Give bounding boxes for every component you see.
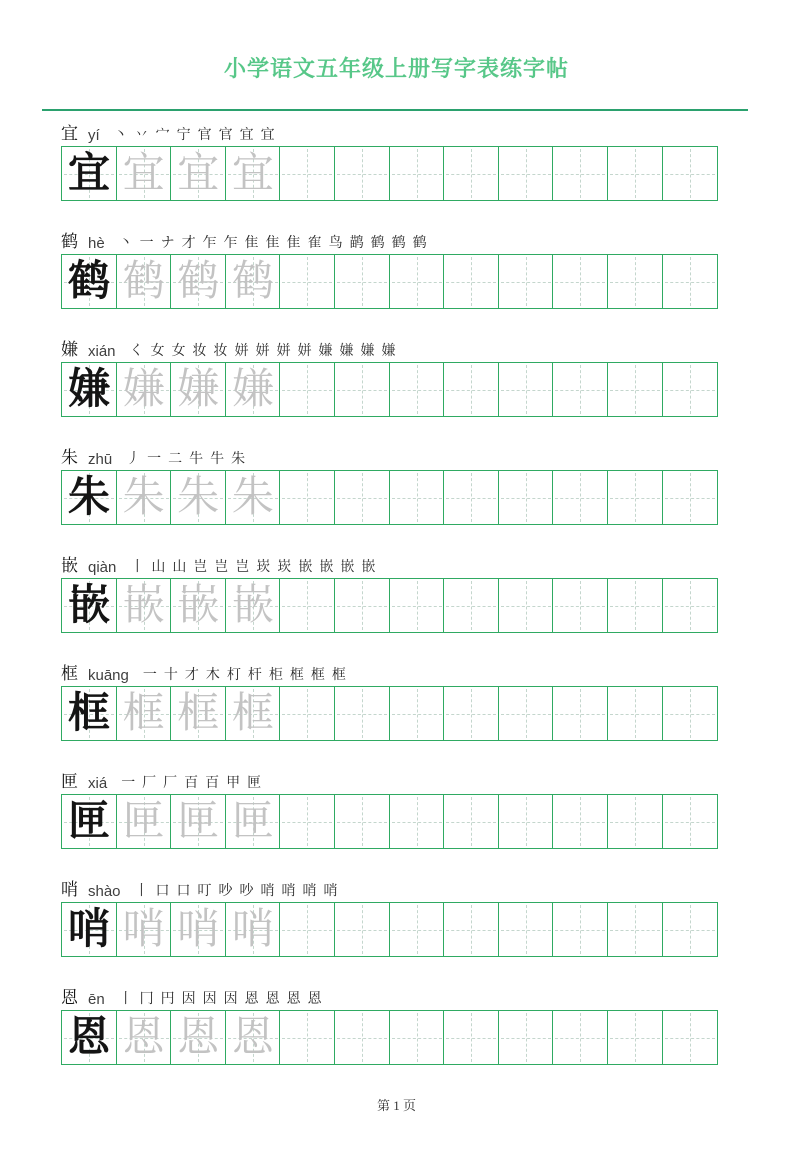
practice-grid: [61, 578, 719, 633]
grid-cell: [225, 146, 281, 201]
practice-row: [61, 442, 719, 525]
practice-row: [61, 118, 719, 201]
grid-cell: [443, 362, 499, 417]
grid-cell: [389, 362, 445, 417]
grid-cell: [607, 146, 663, 201]
page-title: 小学语文五年级上册写字表练字帖: [223, 56, 569, 81]
grid-cell: [443, 578, 499, 633]
trace-character: 嫌: [177, 366, 220, 413]
model-character: 匣: [68, 798, 111, 845]
practice-row: [61, 658, 719, 741]
grid-cell: [61, 254, 117, 309]
practice-grid: [61, 686, 719, 741]
grid-cell: [170, 1010, 226, 1065]
grid-cell: [552, 254, 608, 309]
grid-cell: [279, 902, 335, 957]
grid-cell: [334, 1010, 390, 1065]
row-character: 鹤: [61, 232, 78, 251]
model-character: 恩: [68, 1014, 111, 1061]
grid-cell: [662, 794, 718, 849]
grid-cell: [443, 470, 499, 525]
grid-cell: [61, 1010, 117, 1065]
row-header: [61, 766, 719, 794]
row-pinyin: xiá: [88, 775, 108, 792]
row-stroke-order: 丨冂円因因因恩恩恩恩: [118, 992, 329, 1007]
grid-cell: [389, 578, 445, 633]
grid-cell: [389, 146, 445, 201]
trace-character: 朱: [231, 474, 274, 521]
grid-cell: [498, 470, 554, 525]
grid-cell: [116, 794, 172, 849]
model-character: 嵌: [68, 582, 111, 629]
grid-cell: [225, 578, 281, 633]
model-character: 朱: [68, 474, 111, 521]
grid-cell: [170, 578, 226, 633]
row-pinyin: shào: [88, 883, 121, 900]
practice-row: [61, 982, 719, 1065]
practice-row: [61, 334, 719, 417]
model-character: 框: [68, 690, 111, 737]
grid-cell: [334, 470, 390, 525]
row-stroke-order: 丶一ナ才乍乍隹隹隹隺鸟鹋鹤鹤鹤: [118, 236, 434, 251]
grid-cell: [279, 146, 335, 201]
trace-character: 框: [177, 690, 220, 737]
trace-character: 哨: [177, 906, 220, 953]
row-character: 框: [61, 664, 78, 683]
row-character: 宜: [61, 124, 78, 143]
grid-cell: [443, 686, 499, 741]
grid-cell: [116, 254, 172, 309]
row-header: [61, 874, 719, 902]
page-footer: 第 1 页: [376, 1098, 416, 1113]
practice-grid: [61, 794, 719, 849]
grid-cell: [552, 686, 608, 741]
trace-character: 嵌: [177, 582, 220, 629]
grid-cell: [61, 578, 117, 633]
grid-cell: [225, 1010, 281, 1065]
grid-cell: [498, 146, 554, 201]
grid-cell: [170, 686, 226, 741]
grid-cell: [389, 686, 445, 741]
trace-character: 恩: [122, 1014, 165, 1061]
grid-cell: [498, 362, 554, 417]
row-character: 嫌: [61, 340, 78, 359]
row-pinyin: ēn: [88, 991, 105, 1008]
trace-character: 恩: [177, 1014, 220, 1061]
grid-cell: [334, 794, 390, 849]
grid-cell: [607, 1010, 663, 1065]
grid-cell: [662, 362, 718, 417]
trace-character: 匣: [231, 798, 274, 845]
grid-cell: [498, 686, 554, 741]
grid-cell: [116, 578, 172, 633]
practice-grid: [61, 1010, 719, 1065]
row-stroke-order: く女女妆妆姘姘姘姘嫌嫌嫌嫌: [129, 344, 403, 359]
model-character: 鹤: [68, 258, 111, 305]
model-character: 宜: [68, 150, 111, 197]
trace-character: 朱: [177, 474, 220, 521]
grid-cell: [116, 902, 172, 957]
row-stroke-order: 丶丷宀宁官官宜宜: [113, 128, 282, 143]
row-pinyin: hè: [88, 235, 105, 252]
trace-character: 鹤: [231, 258, 274, 305]
grid-cell: [279, 470, 335, 525]
trace-character: 哨: [122, 906, 165, 953]
trace-character: 嵌: [231, 582, 274, 629]
trace-character: 宜: [177, 150, 220, 197]
trace-character: 朱: [122, 474, 165, 521]
trace-character: 恩: [231, 1014, 274, 1061]
practice-row: [61, 874, 719, 957]
trace-character: 宜: [122, 150, 165, 197]
grid-cell: [552, 794, 608, 849]
grid-cell: [61, 686, 117, 741]
grid-cell: [498, 794, 554, 849]
trace-character: 哨: [231, 906, 274, 953]
practice-grid: [61, 362, 719, 417]
practice-rows: [61, 118, 719, 1065]
grid-cell: [334, 146, 390, 201]
grid-cell: [607, 470, 663, 525]
row-character: 恩: [61, 988, 78, 1007]
grid-cell: [443, 1010, 499, 1065]
trace-character: 嫌: [231, 366, 274, 413]
trace-character: 嫌: [122, 366, 165, 413]
row-character: 匣: [61, 772, 78, 791]
grid-cell: [443, 902, 499, 957]
grid-cell: [498, 902, 554, 957]
grid-cell: [279, 254, 335, 309]
grid-cell: [61, 794, 117, 849]
practice-grid: [61, 902, 719, 957]
grid-cell: [170, 794, 226, 849]
grid-cell: [279, 578, 335, 633]
grid-cell: [443, 794, 499, 849]
grid-cell: [61, 902, 117, 957]
row-character: 嵌: [61, 556, 78, 575]
grid-cell: [279, 1010, 335, 1065]
grid-cell: [61, 470, 117, 525]
grid-cell: [61, 146, 117, 201]
grid-cell: [225, 686, 281, 741]
practice-grid: [61, 146, 719, 201]
grid-cell: [607, 686, 663, 741]
grid-cell: [279, 794, 335, 849]
grid-cell: [498, 1010, 554, 1065]
grid-cell: [225, 362, 281, 417]
grid-cell: [170, 902, 226, 957]
grid-cell: [116, 362, 172, 417]
grid-cell: [552, 1010, 608, 1065]
model-character: 嫌: [68, 366, 111, 413]
row-pinyin: yí: [88, 127, 100, 144]
grid-cell: [116, 146, 172, 201]
row-header: [61, 226, 719, 254]
row-header: [61, 334, 719, 362]
model-character: 哨: [68, 906, 111, 953]
practice-row: [61, 766, 719, 849]
grid-cell: [225, 254, 281, 309]
grid-cell: [334, 254, 390, 309]
row-stroke-order: 一十才木朾杆柜框框框: [142, 668, 353, 683]
grid-cell: [116, 686, 172, 741]
grid-cell: [662, 254, 718, 309]
practice-grid: [61, 470, 719, 525]
grid-cell: [498, 254, 554, 309]
trace-character: 宜: [231, 150, 274, 197]
grid-cell: [552, 470, 608, 525]
row-stroke-order: 一厂厂百百甲匣: [121, 776, 269, 791]
grid-cell: [334, 686, 390, 741]
grid-cell: [662, 146, 718, 201]
grid-cell: [334, 362, 390, 417]
row-pinyin: kuāng: [88, 667, 129, 684]
grid-cell: [662, 470, 718, 525]
grid-cell: [389, 470, 445, 525]
grid-cell: [552, 902, 608, 957]
grid-cell: [225, 902, 281, 957]
practice-grid: [61, 254, 719, 309]
row-header: [61, 118, 719, 146]
row-header: [61, 658, 719, 686]
grid-cell: [389, 254, 445, 309]
row-character: 哨: [61, 880, 78, 899]
grid-cell: [607, 794, 663, 849]
grid-cell: [552, 578, 608, 633]
row-character: 朱: [61, 448, 78, 467]
grid-cell: [116, 1010, 172, 1065]
grid-cell: [61, 362, 117, 417]
grid-cell: [552, 362, 608, 417]
row-stroke-order: 丨山山岂岂岂崁崁嵌嵌嵌嵌: [130, 560, 383, 575]
trace-character: 匣: [177, 798, 220, 845]
grid-cell: [170, 470, 226, 525]
grid-cell: [443, 146, 499, 201]
row-header: [61, 442, 719, 470]
grid-cell: [607, 902, 663, 957]
grid-cell: [170, 254, 226, 309]
grid-cell: [389, 902, 445, 957]
row-pinyin: qiàn: [88, 559, 117, 576]
grid-cell: [225, 470, 281, 525]
grid-cell: [662, 902, 718, 957]
row-stroke-order: 丨口口叮吵吵哨哨哨哨: [134, 884, 345, 899]
grid-cell: [334, 902, 390, 957]
grid-cell: [389, 1010, 445, 1065]
grid-cell: [607, 254, 663, 309]
practice-row: [61, 226, 719, 309]
grid-cell: [170, 146, 226, 201]
grid-cell: [279, 686, 335, 741]
grid-cell: [389, 794, 445, 849]
grid-cell: [498, 578, 554, 633]
title-divider-line: [42, 109, 748, 111]
grid-cell: [443, 254, 499, 309]
trace-character: 框: [122, 690, 165, 737]
trace-character: 匣: [122, 798, 165, 845]
row-pinyin: zhū: [88, 451, 113, 468]
grid-cell: [662, 686, 718, 741]
trace-character: 嵌: [122, 582, 165, 629]
grid-cell: [552, 146, 608, 201]
row-pinyin: xián: [88, 343, 116, 360]
grid-cell: [170, 362, 226, 417]
grid-cell: [334, 578, 390, 633]
grid-cell: [225, 794, 281, 849]
grid-cell: [116, 470, 172, 525]
trace-character: 鹤: [122, 258, 165, 305]
grid-cell: [607, 578, 663, 633]
row-header: [61, 550, 719, 578]
row-header: [61, 982, 719, 1010]
grid-cell: [279, 362, 335, 417]
trace-character: 框: [231, 690, 274, 737]
practice-row: [61, 550, 719, 633]
grid-cell: [662, 578, 718, 633]
row-stroke-order: 丿一二牛牛朱: [126, 452, 253, 467]
grid-cell: [607, 362, 663, 417]
grid-cell: [662, 1010, 718, 1065]
trace-character: 鹤: [177, 258, 220, 305]
